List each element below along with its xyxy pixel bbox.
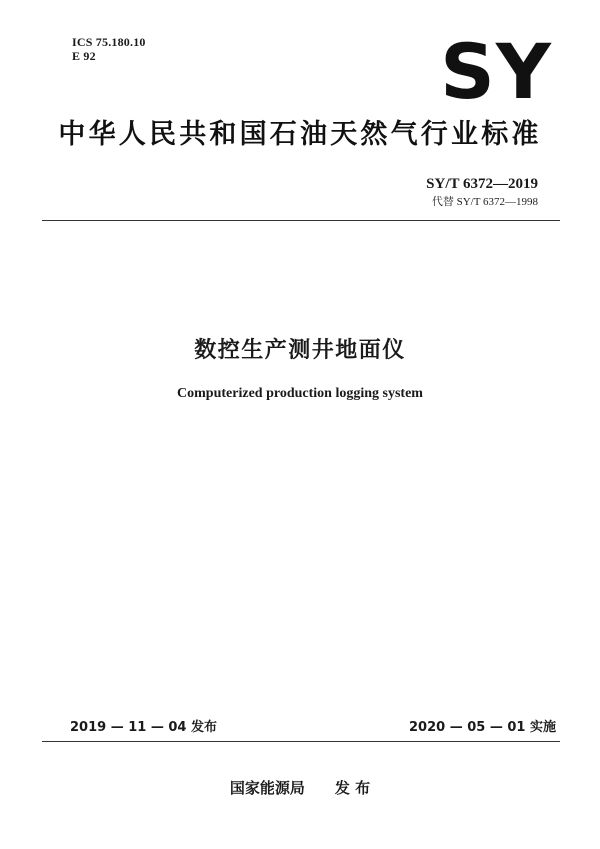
sy-logo-text: SY	[440, 38, 552, 104]
document-title-english: Computerized production logging system	[177, 386, 423, 401]
standard-number: SY/T 6372—2019	[426, 176, 538, 192]
ics-code: ICS 75.180.10	[72, 35, 146, 49]
footer-divider	[42, 741, 560, 742]
issue-label: 发 布	[334, 779, 371, 797]
document-title: 数控生产测井地面仪	[194, 338, 406, 363]
sy-logo	[440, 38, 552, 104]
issuer-line	[0, 778, 600, 798]
effective-date: 2020 — 05 — 01 实施	[409, 720, 556, 735]
ccs-code: E 92	[72, 49, 96, 63]
header-divider	[42, 220, 560, 221]
issuer-name: 国家能源局	[229, 779, 305, 797]
replaces-standard: 代替 SY/T 6372—1998	[431, 196, 538, 208]
issue-date: 2019 — 11 — 04 发布	[70, 720, 217, 735]
issuing-body-title: 中华人民共和国石油天然气行业标准	[58, 119, 542, 150]
